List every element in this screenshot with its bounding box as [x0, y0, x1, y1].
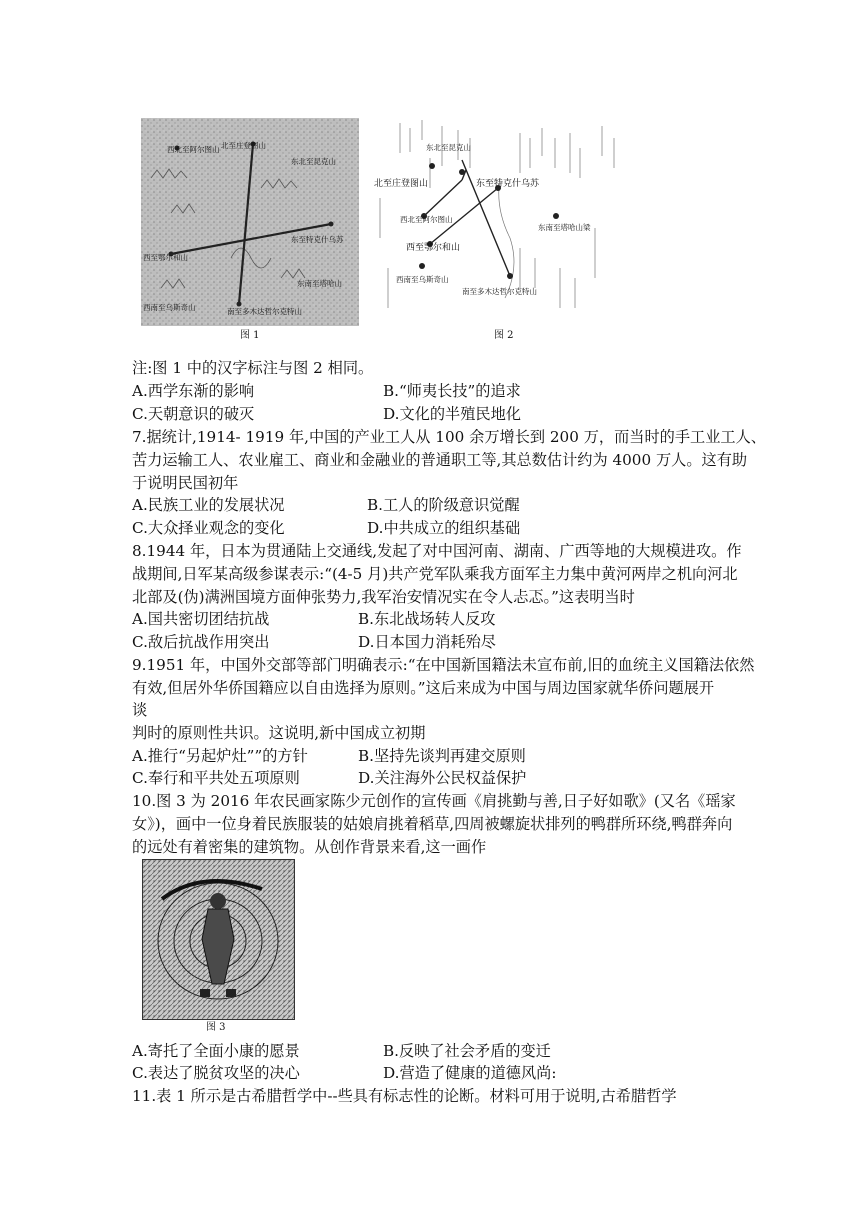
q8-option-d: D.日本国力消耗殆尽 [358, 633, 496, 651]
q6-option-a: A.西学东渐的影响 [132, 382, 255, 400]
q7-option-d: D.中共成立的组织基础 [367, 519, 521, 537]
q9-option-b: B.坚持先谈判再建交原则 [358, 747, 526, 765]
figure-2-caption: 图 2 [494, 330, 514, 341]
map-diagram [370, 118, 620, 326]
q10-option-c: C.表达了脱贫攻坚的决心 [132, 1064, 300, 1082]
q9-option-a: A.推行“另起炉灶””的方针 [132, 747, 308, 765]
q10-stem-line-3: 的远处有着密集的建筑物。从创作背景来看,这一画作 [132, 838, 487, 856]
figure-3-caption: 图 3 [206, 1022, 226, 1033]
map1-label-northeast: 东北至昆克山 [291, 157, 336, 166]
map1-label-west: 西至鄂尔和山 [143, 253, 188, 262]
map1-label-northwest: 西北至阿尔图山 [167, 145, 220, 154]
q6-option-c: C.天朝意识的破灭 [132, 405, 255, 423]
q7-stem-line-3: 于说明民国初年 [132, 474, 239, 492]
q10-option-a: A.寄托了全面小康的愿景 [132, 1042, 300, 1060]
q10-stem-line-2: 女》)，画中一位身着民族服装的姑娘肩挑着稻草,四周被螺旋状排列的鸭群所环绕,鸭群奔向 [132, 815, 733, 833]
figure-1-map [141, 118, 359, 326]
map2-label-west: 西至鄂尔和山 [406, 243, 461, 253]
q7-option-b: B.工人的阶级意识觉醒 [367, 496, 520, 514]
map1-label-east: 东至特克什乌苏 [291, 235, 344, 244]
q7-stem-line-2: 苦力运输工人、农业雇工、商业和金融业的普通职工等,其总数估计约为 4000 万人。这有助 [132, 451, 748, 469]
painting-illustration [142, 859, 295, 1020]
q8-option-a: A.国共密切团结抗战 [132, 610, 270, 628]
q7-option-c: C.大众择业观念的变化 [132, 519, 285, 537]
map-illustration [141, 118, 359, 326]
map2-label-southeast: 东南至塔哈山梁 [538, 223, 591, 232]
q8-option-c: C.敌后抗战作用突出 [132, 633, 270, 651]
q6-option-d: D.文化的半殖民地化 [383, 405, 521, 423]
map2-label-southwest: 西南至乌斯奇山 [396, 275, 449, 284]
q10-option-b: B.反映了社会矛盾的变迁 [383, 1042, 551, 1060]
map1-label-north: 北至庄登图山 [221, 141, 266, 150]
q9-option-d: D.关注海外公民权益保护 [358, 769, 527, 787]
map2-label-east: 东至特克什乌苏 [476, 179, 540, 189]
figure-1-caption: 图 1 [240, 330, 260, 341]
q9-stem-line-1: 9.1951 年，中国外交部等部门明确表示:“在中国新国籍法未宣布前,旧的血统主义国籍法依然 [132, 656, 755, 674]
q8-stem-line-2: 战期间,日军某高级参谋表示:“(4-5 月)共产党军队乘我方面军主力集中黄河两岸之机向河北 [132, 565, 738, 583]
q9-option-c: C.奉行和平共处五项原则 [132, 769, 300, 787]
q8-stem-line-3: 北部及(伪)满洲国境方面伸张势力,我军治安情况实在令人忐忑。”这表明当时 [132, 588, 635, 606]
figure-note: 注:图 1 中的汉字标注与图 2 相同。 [132, 359, 374, 377]
q9-stem-line-4: 判时的原则性共识。这说明,新中国成立初期 [132, 724, 426, 742]
q7-stem-line-1: 7.据统计,1914- 1919 年,中国的产业工人从 100 余万增长到 200 万，而当时的手工业工人、 [132, 428, 766, 446]
figure-3-painting [142, 859, 295, 1020]
map2-label-north: 北至庄登图山 [374, 179, 429, 189]
map2-label-south: 南至多木达哲尔克特山 [462, 287, 537, 296]
q8-option-b: B.东北战场转人反攻 [358, 610, 496, 628]
q10-stem-line-1: 10.图 3 为 2016 年农民画家陈少元创作的宣传画《肩挑勤与善,日子好如歌》(又名《瑶家 [132, 792, 736, 810]
map2-label-northwest: 西北至阿尔图山 [400, 215, 453, 224]
q9-stem-line-2: 有效,但居外华侨国籍应以自由选择为原则。”这后来成为中国与周边国家就华侨问题展开 [132, 679, 715, 697]
map1-label-southwest: 西南至乌斯奇山 [143, 303, 196, 312]
q9-stem-line-3: 谈 [132, 701, 148, 719]
q8-stem-line-1: 8.1944 年，日本为贯通陆上交通线,发起了对中国河南、湖南、广西等地的大规模进攻。作 [132, 542, 742, 560]
map2-label-northeast: 东北至昆克山 [426, 143, 471, 152]
q7-option-a: A.民族工业的发展状况 [132, 496, 285, 514]
q6-option-b: B.“师夷长技”的追求 [383, 382, 521, 400]
q11-stem-line-1: 11.表 1 所示是古希腊哲学中--些具有标志性的论断。材料可用于说明,古希腊哲学 [132, 1087, 677, 1105]
q10-option-d: D.营造了健康的道德风尚: [383, 1064, 557, 1082]
map1-label-south: 南至多木达哲尔克特山 [227, 307, 302, 316]
figure-2-map [370, 118, 620, 326]
map1-label-southeast: 东南至塔哈山 [297, 279, 342, 288]
